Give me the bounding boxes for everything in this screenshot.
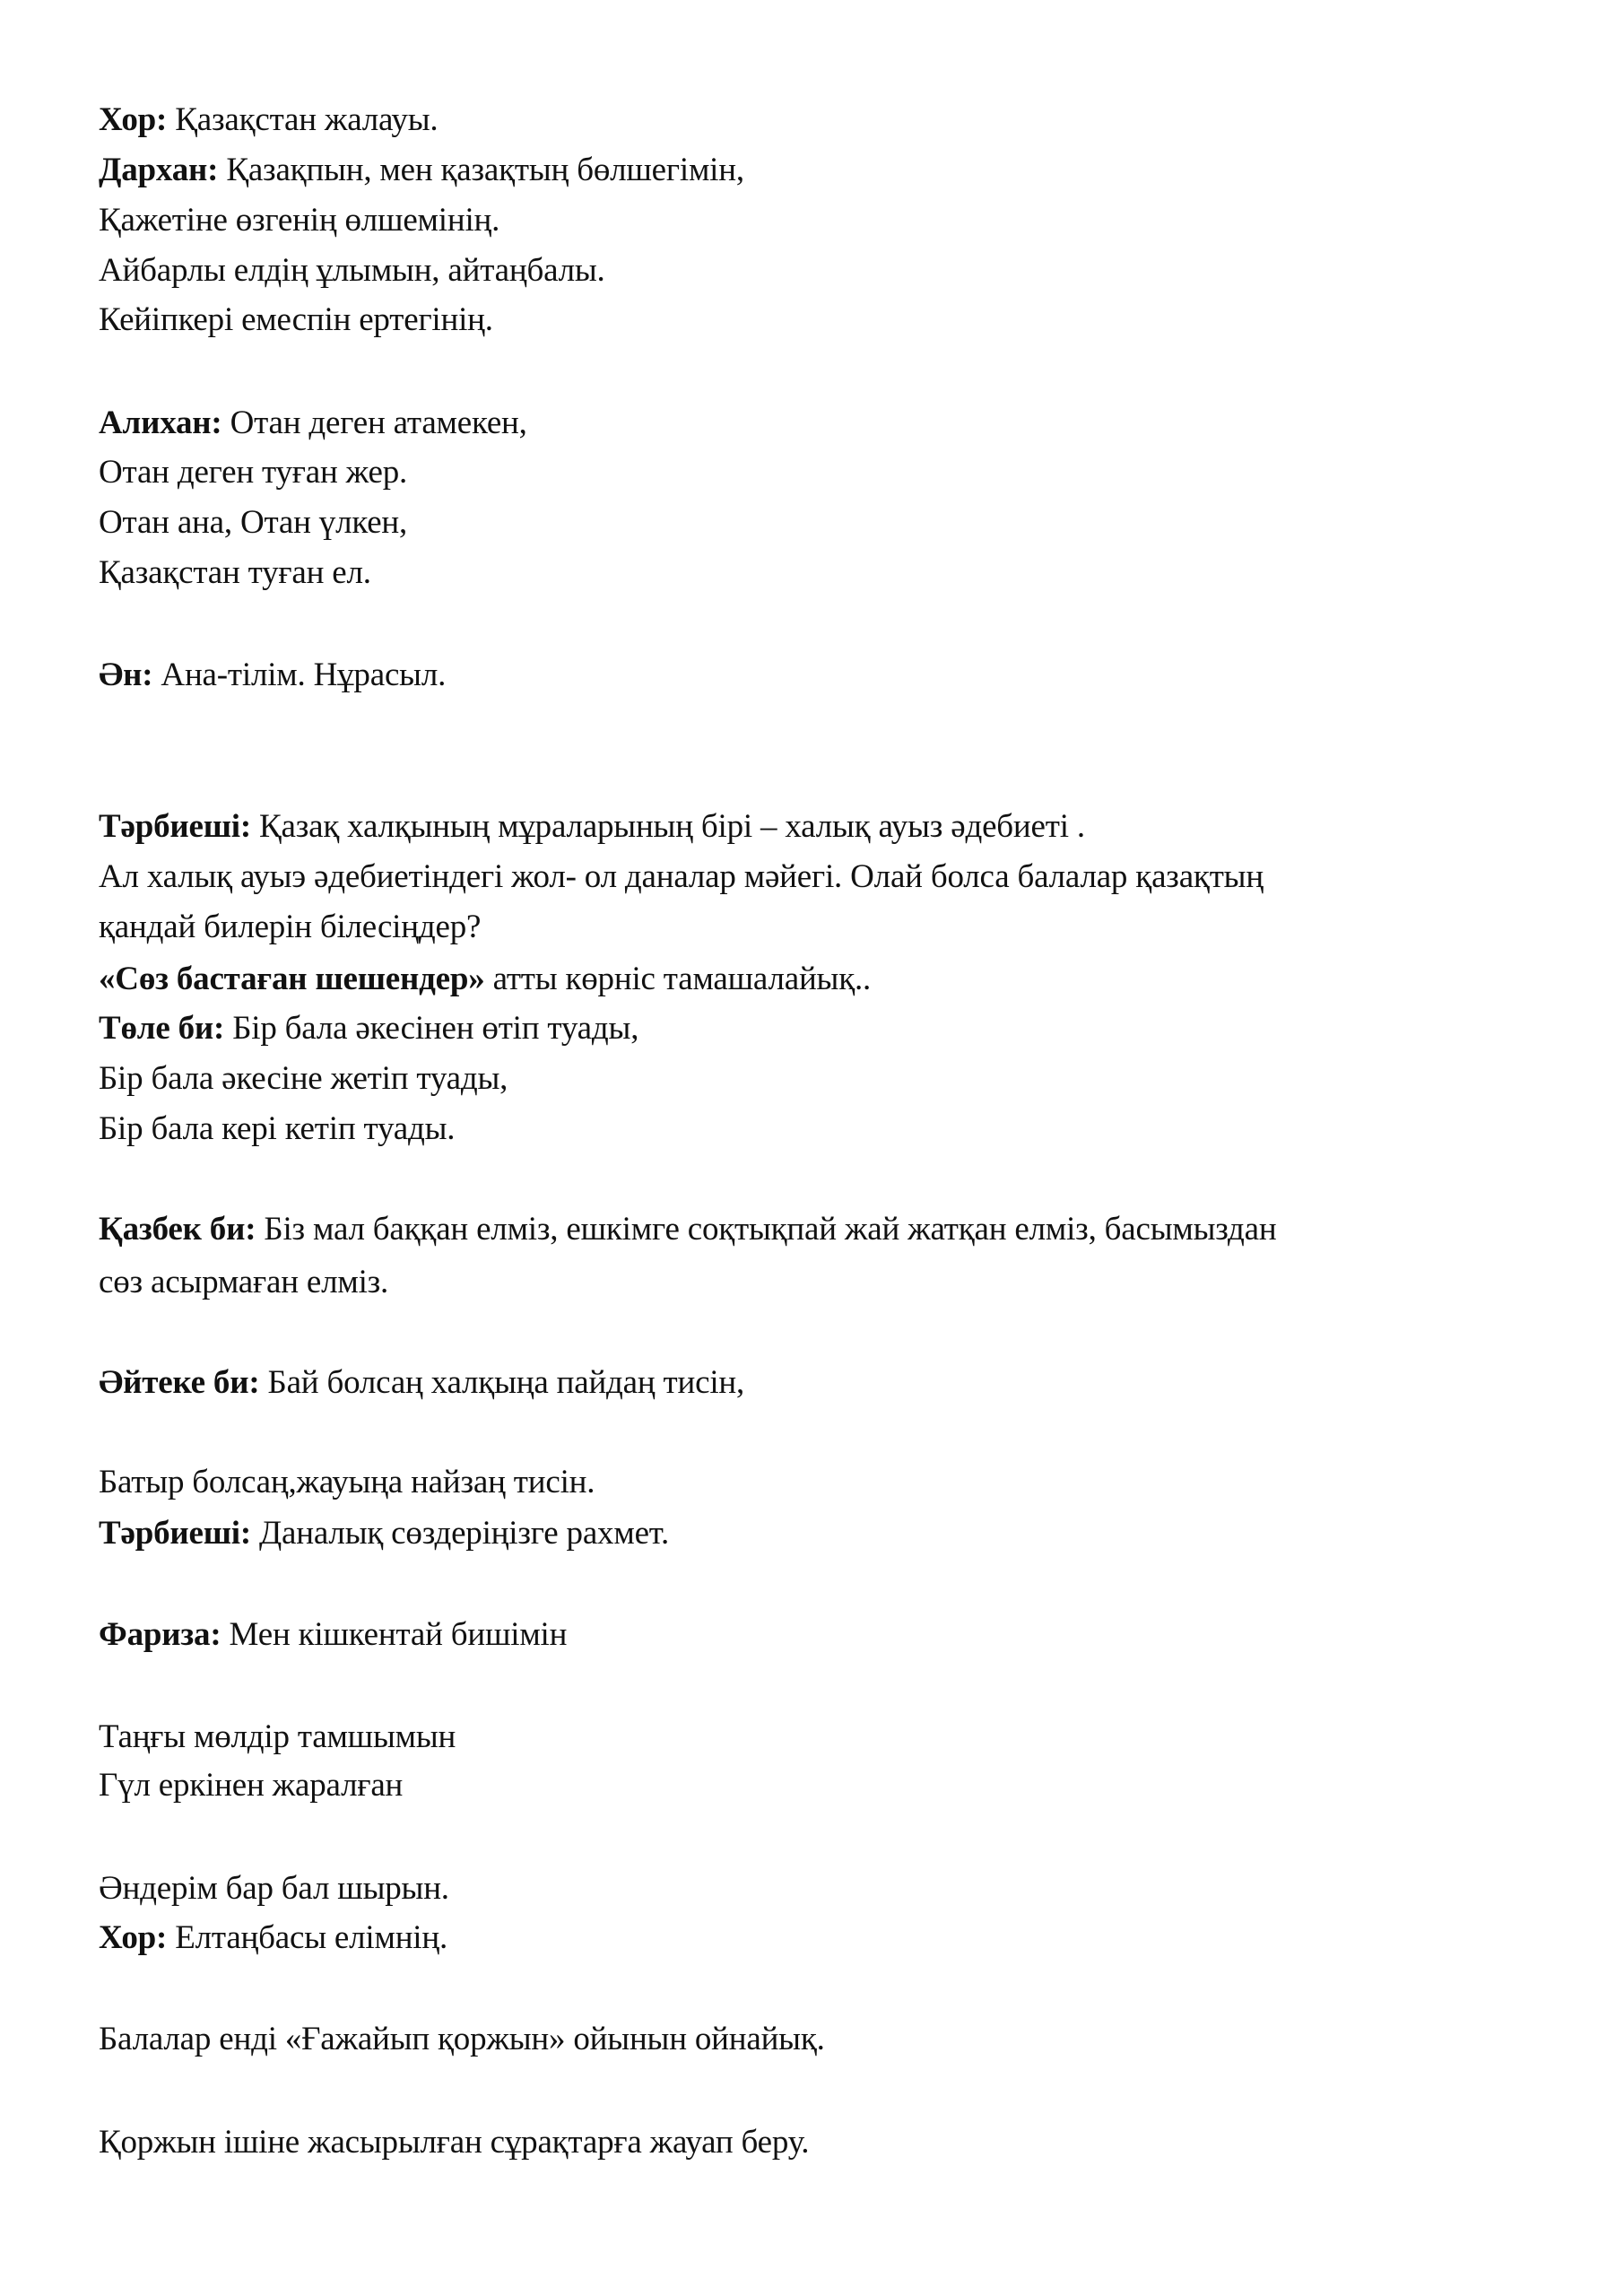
line-text: атты көрніс тамашалайық..: [484, 961, 872, 997]
text-line: [99, 1615, 567, 1655]
text-line: [99, 1059, 508, 1099]
text-line: [99, 1869, 449, 1909]
text-line: [99, 656, 446, 695]
text-line: [99, 1210, 1276, 1249]
speaker-label: Ән:: [99, 657, 153, 693]
text-line: [99, 857, 1264, 897]
speaker-label: Төле би:: [99, 1010, 225, 1047]
line-text: Отан деген атамекен,: [221, 404, 527, 441]
text-line: [99, 553, 371, 593]
line-text: Ал халық ауыэ әдебиетіндегі жол- ол даналар мәйегі. Олай болса балалар қазақтың: [99, 858, 1264, 895]
line-text: Бір бала кері кетіп туады.: [99, 1110, 456, 1147]
line-text: Қазақстан туған ел.: [99, 554, 371, 591]
line-text: сөз асырмаған елміз.: [99, 1264, 389, 1300]
text-line: [99, 300, 493, 340]
text-line: [99, 1766, 403, 1805]
text-line: [99, 1009, 638, 1048]
line-text: Гүл еркінен жаралған: [99, 1767, 404, 1804]
line-text: Қазақстан жалауы.: [167, 101, 439, 138]
text-line: [99, 807, 1085, 847]
text-line: [99, 201, 499, 240]
speaker-label: Алихан:: [99, 404, 222, 441]
line-text: қандай билерін білесіңдер?: [99, 909, 482, 945]
line-text: Отан ана, Отан үлкен,: [99, 504, 408, 541]
line-text: Айбарлы елдің ұлымын, айтаңбалы.: [99, 252, 605, 289]
speaker-label: Тәрбиеші:: [99, 1515, 251, 1552]
text-line: [99, 1463, 595, 1502]
text-line: [99, 151, 744, 190]
line-text: Қазақ халқының мұраларының бірі – халық ауыз әдебиеті .: [250, 808, 1085, 845]
line-text: Батыр болсаң,жауыңа найзаң тисін.: [99, 1464, 595, 1500]
text-line: [99, 100, 438, 140]
scene-title: «Сөз бастаған шешендер»: [99, 961, 485, 997]
text-line: [99, 1363, 744, 1403]
text-line: [99, 2020, 825, 2059]
line-text: Әндерім бар бал шырын.: [99, 1870, 449, 1907]
speaker-label: Хор:: [99, 1919, 168, 1956]
text-line: [99, 2123, 809, 2162]
text-line: [99, 960, 871, 999]
line-text: Даналық сөздеріңізге рахмет.: [250, 1515, 670, 1552]
line-text: Таңғы мөлдір тамшымын: [99, 1718, 456, 1755]
text-line: [99, 1514, 669, 1553]
text-line: [99, 1918, 447, 1958]
line-text: Қажетіне өзгенің өлшемінің.: [99, 202, 500, 239]
line-text: Кейіпкері емеспін ертегінің.: [99, 301, 493, 338]
text-line: [99, 1718, 456, 1757]
line-text: Балалар енді «Ғажайып қоржын» ойынын ойнайық.: [99, 2021, 825, 2057]
text-line: [99, 251, 605, 291]
speaker-label: Фариза:: [99, 1616, 221, 1653]
line-text: Бай болсаң халқыңа пайдаң тисін,: [259, 1364, 745, 1401]
line-text: Ана-тілім. Нұрасыл.: [152, 657, 447, 693]
text-line: [99, 503, 407, 543]
line-text: Мен кішкентай бишімін: [221, 1616, 568, 1653]
line-text: Қоржын ішіне жасырылған сұрақтарға жауап беру.: [99, 2124, 810, 2161]
text-line: [99, 1109, 455, 1149]
text-line: [99, 404, 527, 443]
text-line: [99, 1263, 388, 1302]
line-text: Қазақпын, мен қазақтың бөлшегімін,: [218, 152, 744, 188]
speaker-label: Тәрбиеші:: [99, 808, 251, 845]
speaker-label: Әйтеке би:: [99, 1364, 260, 1401]
line-text: Елтаңбасы елімнің.: [167, 1919, 448, 1956]
speaker-label: Дархан:: [99, 152, 219, 188]
line-text: Отан деген туған жер.: [99, 454, 408, 491]
line-text: Бір бала әкесінен өтіп туады,: [224, 1010, 639, 1047]
speaker-label: Қазбек би:: [99, 1211, 256, 1248]
line-text: Бір бала әкесіне жетіп туады,: [99, 1060, 508, 1097]
speaker-label: Хор:: [99, 101, 168, 138]
text-line: [99, 908, 481, 947]
text-line: [99, 453, 407, 492]
line-text: Біз мал баққан елміз, ешкімге соқтықпай жай жатқан елміз, басымыздан: [256, 1211, 1277, 1248]
